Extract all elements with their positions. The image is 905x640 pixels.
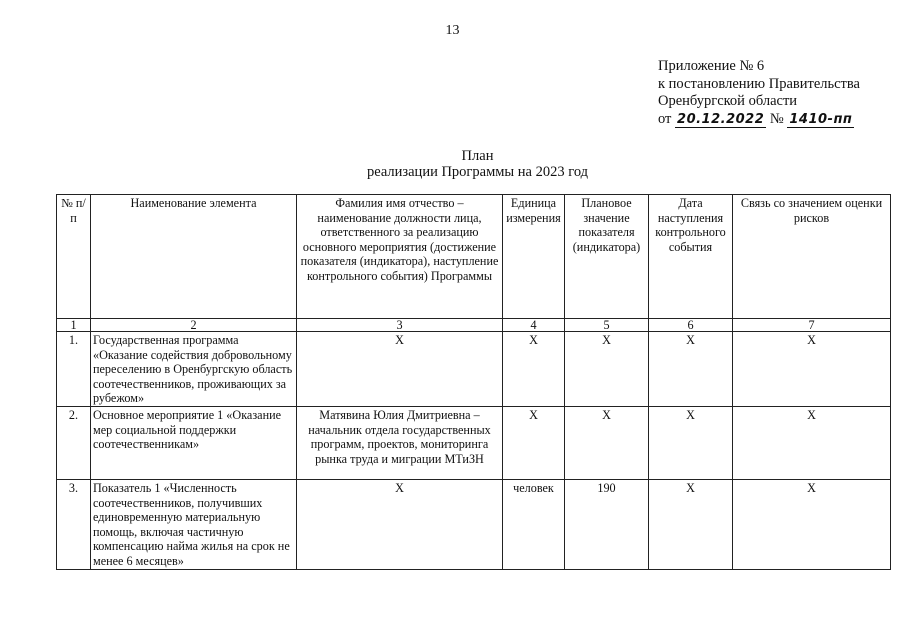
- plan-title: План: [461, 148, 494, 164]
- row-risk: Х: [733, 406, 891, 479]
- appendix-block: [658, 58, 860, 128]
- appendix-line-1: Приложение № 6: [658, 58, 765, 74]
- row-num: 3.: [57, 479, 91, 569]
- column-number: 5: [565, 319, 649, 332]
- row-unit: человек: [503, 479, 565, 569]
- row-responsible: Х: [297, 332, 503, 407]
- plan-subtitle: реализации Программы на 2023 год: [366, 164, 589, 180]
- column-number: 6: [649, 319, 733, 332]
- header-row: [57, 195, 891, 319]
- row-risk: Х: [733, 332, 891, 407]
- column-number: 1: [57, 319, 91, 332]
- header-name: Наименование элемента: [91, 195, 297, 319]
- row-name: Государственная программа «Оказание содействия добровольному переселению в Оренбургскую область соотечественников, проживающих за рубежом»: [91, 332, 297, 407]
- row-unit: Х: [503, 406, 565, 479]
- column-number: 7: [733, 319, 891, 332]
- from-label: от: [658, 110, 672, 127]
- header-plan-value: Плановое значение показателя (индикатора): [565, 195, 649, 319]
- row-responsible: Матявина Юлия Дмитриевна – начальник отдела государственных программ, проектов, мониторинга рынка труда и миграции МТиЗН: [297, 406, 503, 479]
- row-name: Основное мероприятие 1 «Оказание мер социальной поддержки соотечественникам»: [91, 406, 297, 479]
- appendix-line-3: Оренбургской области: [658, 93, 798, 109]
- row-num: 2.: [57, 406, 91, 479]
- row-plan-value: Х: [565, 406, 649, 479]
- row-plan-value: Х: [565, 332, 649, 407]
- header-responsible: Фамилия имя отчество – наименование должности лица, ответственного за реализацию основного мероприятия (достижение показателя (индикатора), наступление контрольного события) Программы: [297, 195, 503, 319]
- header-unit: Единица измерения: [503, 195, 565, 319]
- header-num: № п/п: [57, 195, 91, 319]
- row-risk: Х: [733, 479, 891, 569]
- row-plan-value: 190: [565, 479, 649, 569]
- row-date: Х: [649, 406, 733, 479]
- row-unit: Х: [503, 332, 565, 407]
- handwritten-number: 1410-пп: [789, 111, 853, 127]
- row-num: 1.: [57, 332, 91, 407]
- column-number: 2: [91, 319, 297, 332]
- row-name: Показатель 1 «Численность соотечественников, получивших единовременную материальную помощь, включая частичную компенсацию найма жилья на срок не менее 6 месяцев»: [91, 479, 297, 569]
- plan-table: [56, 194, 891, 570]
- header-risk: Связь со значением оценки рисков: [733, 195, 891, 319]
- handwritten-date: 20.12.2022: [677, 111, 765, 127]
- appendix-line-4: [658, 111, 860, 129]
- column-number: 3: [297, 319, 503, 332]
- row-date: Х: [649, 479, 733, 569]
- column-number-row: [57, 319, 891, 332]
- header-date: Дата наступления контрольного события: [649, 195, 733, 319]
- number-label: №: [769, 110, 784, 127]
- table-row: [57, 406, 891, 479]
- table-row: [57, 332, 891, 407]
- page-number: 13: [445, 23, 460, 38]
- row-responsible: Х: [297, 479, 503, 569]
- row-date: Х: [649, 332, 733, 407]
- appendix-line-2: к постановлению Правительства: [658, 75, 860, 92]
- table-row: [57, 479, 891, 569]
- column-number: 4: [503, 319, 565, 332]
